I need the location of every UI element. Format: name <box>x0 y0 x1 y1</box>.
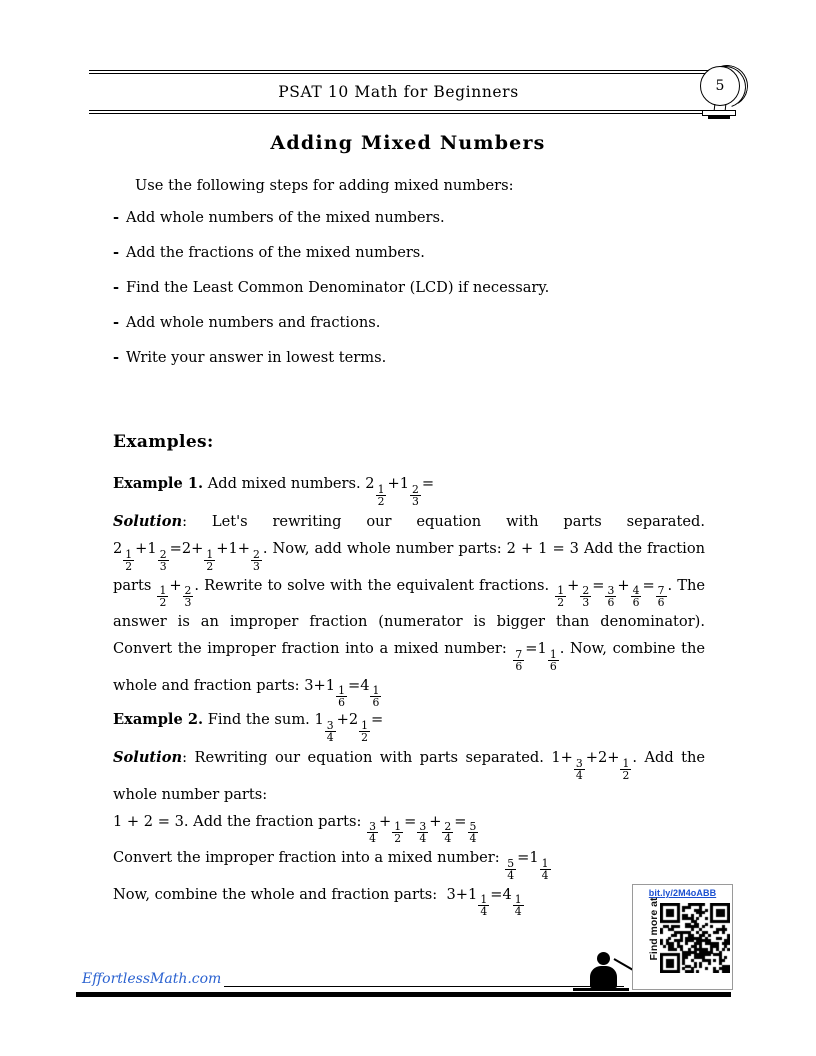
m-den: 6 <box>657 596 665 610</box>
m-den: 2 <box>394 832 402 846</box>
m-whole: 1 <box>529 849 539 867</box>
m-whole: 1 <box>325 676 336 694</box>
fraction-chain: $\frac{3}{4}$ + $\frac{1}{2}$ = $\frac{3}{4}$ + $\frac{2}{4}$ = $\frac{5}{4}$ <box>369 812 477 846</box>
list-item <box>113 243 705 263</box>
step-label: Add whole numbers and fractions. <box>126 314 381 331</box>
m-term: 2 <box>597 749 608 766</box>
m-op: + <box>336 711 349 728</box>
m-num: 7 <box>515 647 523 661</box>
whole-sum: 2 + 1 = 3 <box>506 540 579 557</box>
footer-brand[interactable]: EffortlessMath.com <box>82 971 222 987</box>
example-1-solution <box>113 508 705 708</box>
example-2-solution-line-3 <box>113 844 705 881</box>
footer-thick-rule <box>76 992 731 997</box>
m-num: 1 <box>377 482 385 496</box>
m-den: 4 <box>326 730 334 744</box>
m-den: 3 <box>252 559 260 573</box>
m-den: 2 <box>125 559 133 573</box>
fragment: Add the fraction parts <box>113 540 706 594</box>
fragment: Now, combine the whole and fraction parts: <box>113 885 438 903</box>
m-den: 6 <box>549 659 557 673</box>
m-den: 2 <box>622 768 630 782</box>
m-num: 2 <box>252 547 260 561</box>
m-num: 1 <box>372 684 380 698</box>
bullet-dash: - <box>113 279 120 296</box>
fragment: Add the whole number parts: <box>113 749 706 803</box>
globe-icon <box>698 63 756 123</box>
m-den: 3 <box>184 596 192 610</box>
m-whole: 1 <box>537 640 547 658</box>
m-den: 4 <box>480 905 488 919</box>
example-1-expression <box>365 475 435 508</box>
expression-expand: 2 $\frac{1}{2}$ +1 $\frac{2}{3}$ =2+ $\frac{1}{2}$ +1+ $\frac{2}{3}$ . <box>113 540 273 573</box>
header-rule-top <box>89 70 708 74</box>
example-1-label: Example 1. <box>113 475 204 492</box>
m-num: 1 <box>394 820 402 834</box>
step-label: Add whole numbers of the mixed numbers. <box>126 209 445 226</box>
running-title: PSAT 10 Math for Beginners <box>278 83 519 101</box>
fragment: Rewriting our equation with parts separated. <box>194 749 544 766</box>
m-term: 2 <box>181 540 192 557</box>
example-2-solution <box>113 744 705 917</box>
m-den: 3 <box>412 494 419 508</box>
solution-label: Solution <box>113 513 183 530</box>
list-item <box>113 208 705 228</box>
m-num: 2 <box>412 482 419 496</box>
m-num: 1 <box>514 893 522 907</box>
expression-expand: 1+ $\frac{3}{4}$ +2+ $\frac{1}{2}$ . <box>551 749 637 782</box>
solution-label: Solution <box>113 749 183 766</box>
combine-result: 3+1 $\frac{1}{6}$ =4 $\frac{1}{6}$ <box>304 676 380 710</box>
fragment: . Add the fraction parts: <box>183 812 362 830</box>
m-num: 2 <box>582 584 590 598</box>
m-den: 2 <box>159 596 167 610</box>
bullet-dash: - <box>113 314 120 331</box>
example-2-prompt <box>113 706 705 743</box>
m-den: 6 <box>607 596 615 610</box>
list-item <box>113 313 705 333</box>
m-num: 7 <box>657 584 665 598</box>
globe-foot <box>708 116 730 119</box>
m-num: 2 <box>444 820 452 834</box>
m-term: 3 <box>304 676 314 694</box>
promo-link[interactable]: bit.ly/2M4oABB <box>648 888 717 898</box>
example-2-prompt-line <box>113 706 705 743</box>
running-header <box>89 70 708 114</box>
m-term: 3 <box>446 885 456 903</box>
fragment: Let's rewriting our equation with parts separated. <box>211 513 705 530</box>
m-num: 4 <box>632 584 640 598</box>
m-eq: = <box>371 711 384 728</box>
solution-separator: : <box>182 749 187 766</box>
bullet-dash: - <box>113 244 120 261</box>
fragment: Convert the improper fraction into a mixed number: <box>113 849 500 867</box>
m-den: 4 <box>507 868 515 882</box>
m-den: 6 <box>632 596 640 610</box>
m-den: 2 <box>377 494 385 508</box>
m-num: 5 <box>469 820 477 834</box>
m-den: 4 <box>444 832 452 846</box>
improper-conversion: $\frac{7}{6}$ =1 $\frac{1}{6}$ . <box>515 640 565 673</box>
qr-code-icon[interactable] <box>660 903 730 973</box>
m-num: 1 <box>206 547 214 561</box>
m-num: 3 <box>369 820 376 834</box>
m-den: 3 <box>159 559 167 573</box>
improper-conversion: $\frac{5}{4}$ =1 $\frac{1}{4}$ <box>507 849 549 882</box>
step-label: Write your answer in lowest terms. <box>126 349 387 366</box>
m-den: 4 <box>514 905 522 919</box>
steps-list <box>113 208 705 368</box>
page-number: 5 <box>700 66 740 106</box>
m-num: 1 <box>125 547 133 561</box>
promo-qr-box[interactable] <box>632 884 733 990</box>
m-num: 3 <box>326 718 334 732</box>
m-den: 2 <box>557 596 565 610</box>
m-num: 3 <box>419 820 427 834</box>
intro-text: Use the following steps for adding mixed numbers: <box>135 177 514 194</box>
m-whole: 2 <box>365 475 375 492</box>
example-2-solution-line-2 <box>113 808 705 845</box>
m-num: 1 <box>480 893 488 907</box>
lesson-body <box>113 176 705 383</box>
fragment: The answer is an improper fraction (numerator is bigger than denominator). Convert the improper fraction into a mixed number: <box>113 576 706 658</box>
m-whole: 2 <box>348 711 359 728</box>
m-den: 4 <box>419 832 427 846</box>
m-term: 1 <box>228 540 238 557</box>
m-num: 2 <box>184 584 192 598</box>
m-op: + <box>387 475 400 492</box>
fragment: Now, add whole number parts: <box>272 540 502 557</box>
fragment: Now, combine the whole and fraction parts: <box>113 640 705 694</box>
solution-separator: : <box>182 513 187 530</box>
promo-vertical-label: Find more at <box>648 897 660 961</box>
examples-heading: Examples: <box>113 432 214 452</box>
m-den: 6 <box>338 696 345 710</box>
step-label: Add the fractions of the mixed numbers. <box>126 244 425 261</box>
whole-sum: 1 + 2 = 3 <box>113 812 184 830</box>
combine-result: 3+1 $\frac{1}{4}$ =4 $\frac{1}{4}$ <box>446 885 522 919</box>
m-whole: 1 <box>147 540 157 557</box>
example-2-solution-line-4 <box>113 881 705 918</box>
m-num: 1 <box>541 856 549 870</box>
m-whole: 1 <box>314 711 324 728</box>
page-title: Adding Mixed Numbers <box>270 132 546 154</box>
m-num: 3 <box>575 756 583 770</box>
m-den: 2 <box>361 730 369 744</box>
m-eq: = <box>421 475 435 492</box>
m-num: 1 <box>159 584 167 598</box>
m-whole: 1 <box>468 885 478 903</box>
m-num: 1 <box>557 584 565 598</box>
equivalent-chain: $\frac{1}{2}$ + $\frac{2}{3}$ = $\frac{3}{6}$ + $\frac{4}{6}$ = $\frac{7}{6}$ . <box>557 576 673 610</box>
m-num: 1 <box>338 684 345 698</box>
example-2-expression <box>314 711 384 744</box>
header-rule-bottom <box>89 110 708 114</box>
bullet-dash: - <box>113 349 120 366</box>
teacher-ground-line <box>573 988 629 991</box>
m-num: 5 <box>507 856 515 870</box>
bullet-dash: - <box>113 209 120 226</box>
m-num: 1 <box>622 756 630 770</box>
m-num: 1 <box>549 647 557 661</box>
list-item <box>113 348 705 368</box>
teacher-head <box>597 952 610 965</box>
m-whole: 4 <box>360 676 370 694</box>
m-num: 3 <box>607 584 615 598</box>
m-den: 2 <box>206 559 214 573</box>
fragment: Rewrite to solve with the equivalent fractions. <box>204 576 550 594</box>
m-term: 1 <box>551 749 561 766</box>
example-2-label: Example 2. <box>113 711 204 728</box>
m-whole: 1 <box>399 475 409 492</box>
m-den: 6 <box>515 659 523 673</box>
m-den: 4 <box>575 768 583 782</box>
footer-thin-rule <box>224 986 624 987</box>
m-den: 3 <box>582 596 590 610</box>
example-1-solution-text <box>113 508 705 708</box>
fraction-parts: $\frac{1}{2}$ + $\frac{2}{3}$ . <box>159 576 200 610</box>
teacher-body <box>590 966 617 988</box>
example-2-solution-line-1 <box>113 744 705 808</box>
m-den: 4 <box>469 832 477 846</box>
m-num: 1 <box>361 718 369 732</box>
m-den: 6 <box>372 696 380 710</box>
example-1-prompt-line <box>113 470 705 507</box>
list-item <box>113 278 705 298</box>
m-num: 2 <box>159 547 167 561</box>
m-whole: 2 <box>113 540 123 557</box>
step-label: Find the Least Common Denominator (LCD) if necessary. <box>126 279 550 296</box>
m-den: 4 <box>541 868 549 882</box>
example-2-prompt-text: Find the sum. <box>207 711 310 728</box>
example-1-prompt-text: Add mixed numbers. <box>207 475 361 492</box>
m-den: 4 <box>369 832 376 846</box>
m-whole: 4 <box>502 885 512 903</box>
example-1-prompt <box>113 470 705 507</box>
